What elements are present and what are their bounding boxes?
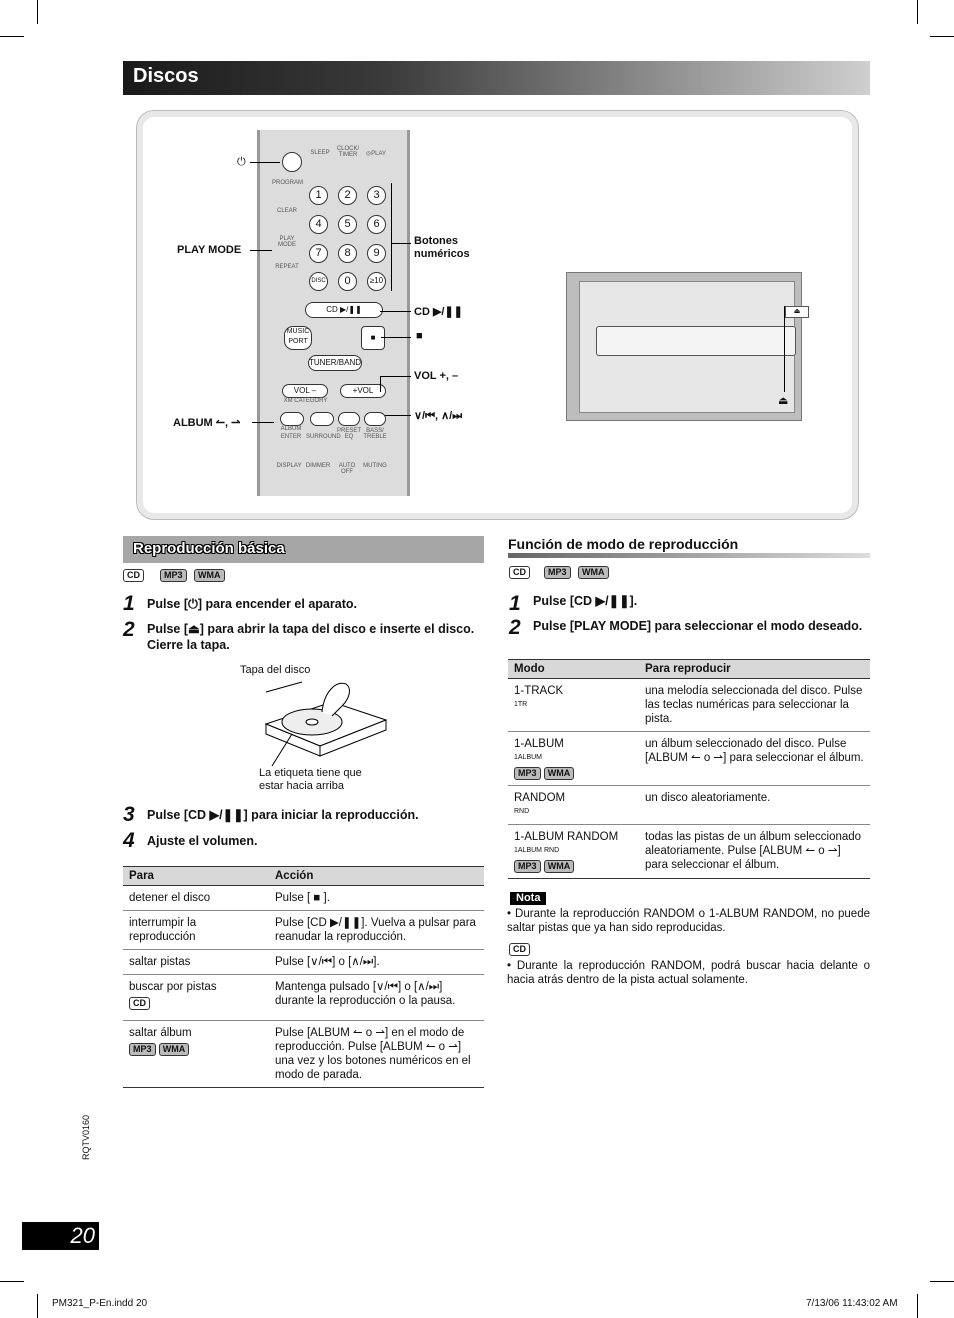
cell-para: saltar álbum: [129, 1027, 192, 1039]
remote-muting-label: MUTING: [363, 463, 387, 469]
table-row: [123, 1021, 484, 1088]
label-vol: VOL +, –: [414, 370, 459, 382]
remote-stop-button: ■: [361, 326, 385, 350]
unit-panel: [579, 281, 801, 413]
tag-mp3: MP3: [514, 860, 541, 873]
display-indicator: 1ALBUM: [514, 754, 543, 761]
digit-button: 5: [338, 215, 357, 234]
mode-heading-bar: [508, 536, 870, 560]
cell-accion: Pulse [∨/⏮] o [∧/⏭].: [269, 950, 484, 975]
leader-line: [250, 162, 280, 163]
remote-album-right: [310, 412, 334, 426]
tray-label: Tapa del disco: [240, 664, 311, 676]
table-row: [508, 786, 870, 825]
table-row: [508, 825, 870, 879]
remote-enter-label: ENTER: [280, 434, 302, 440]
heading-underline: [508, 553, 870, 558]
crop-mark: [37, 1294, 38, 1318]
eject-button: ⏏: [785, 306, 809, 318]
mode-name: 1-ALBUM RANDOM: [514, 831, 619, 843]
remote-autooff-label: AUTO OFF: [338, 463, 356, 475]
display-indicator: 1TR: [514, 701, 528, 708]
page-number: 20: [22, 1222, 99, 1250]
tag-wma: WMA: [544, 767, 575, 780]
label-note-2: estar hacia arriba: [259, 780, 344, 792]
leader-line: [381, 337, 411, 338]
digit-button: 8: [338, 244, 357, 263]
power-button: [282, 152, 302, 172]
remote-program-label: PROGRAM: [272, 180, 304, 186]
tag-mp3: MP3: [544, 566, 571, 579]
tag-wma: WMA: [159, 1043, 190, 1056]
step-text: Pulse [CD ▶/❚❚].: [533, 594, 638, 608]
digit-button: 3: [367, 186, 386, 205]
remote-bass-label: BASS/ TREBLE: [363, 428, 387, 440]
crop-mark: [917, 1294, 918, 1318]
remote-skip-back: [338, 412, 360, 426]
step-number: 2: [123, 618, 135, 641]
tag-mp3: MP3: [160, 569, 187, 582]
digit-button: 4: [309, 215, 328, 234]
nota-badge: Nota: [510, 892, 546, 905]
remote-vol-minus: VOL –: [282, 384, 328, 398]
label-numericos: numéricos: [414, 248, 470, 260]
table-header-row: [123, 867, 484, 886]
step-text: Ajuste el volumen.: [147, 834, 258, 848]
digit-button: 7: [309, 244, 328, 263]
tag-mp3: MP3: [514, 767, 541, 780]
cell-accion: Pulse [ ■ ].: [269, 886, 484, 911]
page-title-bar: [123, 61, 870, 95]
leader-line: [380, 376, 381, 392]
page-title: Discos: [133, 65, 199, 87]
remote-album-label: ALBUM: [280, 426, 302, 432]
mode-name: 1-TRACK: [514, 685, 564, 697]
mode-table: [508, 659, 870, 879]
step-number: 1: [509, 592, 521, 615]
tag-cd: CD: [509, 566, 530, 579]
remote-dimmer-label: DIMMER: [305, 463, 331, 469]
digit-button: ≥10: [367, 272, 386, 291]
table-row: [123, 886, 484, 911]
leader-line: [250, 250, 272, 251]
table-row: [123, 975, 484, 1021]
remote-playmode-label: PLAY MODE: [278, 236, 296, 248]
tag-cd: CD: [129, 997, 150, 1010]
crop-mark: [0, 1281, 24, 1282]
mode-desc: un disco aleatoriamente.: [639, 786, 870, 825]
leader-line: [252, 422, 274, 423]
mode-name: RANDOM: [514, 792, 566, 804]
display-indicator: 1ALBUM RND: [514, 847, 560, 854]
digit-button: 6: [367, 215, 386, 234]
table-header-row: [508, 660, 870, 679]
power-icon: ⏻: [237, 156, 246, 168]
remote-clock-label: CLOCK/ TIMER: [336, 146, 360, 158]
crop-mark: [930, 1281, 954, 1282]
disc-button: DISC: [309, 272, 328, 291]
digit-button: 1: [309, 186, 328, 205]
col-modo: Modo: [508, 660, 639, 679]
col-accion: Acción: [269, 867, 484, 886]
tag-cd: CD: [123, 569, 144, 582]
label-note-1: La etiqueta tiene que: [259, 767, 362, 779]
table-row: [508, 679, 870, 732]
remote-preset-label: PRESET EQ: [336, 428, 361, 440]
display-indicator: RND: [514, 808, 530, 815]
step-number: 3: [123, 803, 135, 826]
footer-left: PM321_P-En.indd 20: [52, 1298, 148, 1309]
remote-skip-forward: [364, 412, 386, 426]
remote-sleep-label: SLEEP: [310, 150, 330, 156]
cell-accion: Mantenga pulsado [∨/⏮] o [∧/⏭] durante la reproducción o la pausa.: [269, 975, 484, 1021]
col-para-reproducir: Para reproducir: [639, 660, 870, 679]
mode-desc: todas las pistas de un álbum seleccionado aleatoriamente. Pulse [ALBUM ↼ o ⇀] para seleccionar el álbum.: [639, 825, 870, 879]
disc-insert-illustration: [262, 672, 390, 770]
remote-music-port: MUSIC PORT: [284, 326, 312, 350]
footer-right: 7/13/06 11:43:02 AM: [806, 1298, 898, 1309]
digit-button: 9: [367, 244, 386, 263]
crop-mark: [917, 0, 918, 24]
step-number: 1: [123, 592, 135, 615]
actions-table: [123, 866, 484, 1088]
step-text: Pulse [⏏] para abrir la tapa del disco e inserte el disco. Cierre la tapa.: [147, 622, 475, 652]
tag-wma: WMA: [544, 860, 575, 873]
eject-icon: ⏏: [778, 395, 789, 407]
digit-button: 2: [338, 186, 357, 205]
bracket-line: [391, 183, 392, 291]
basic-heading: Reproducción básica: [133, 540, 285, 557]
doc-code: RQTV0160: [81, 1114, 91, 1160]
tag-mp3: MP3: [129, 1043, 156, 1056]
cell-accion: Pulse [CD ▶/❚❚]. Vuelva a pulsar para reanudar la reproducción.: [269, 911, 484, 950]
label-play-mode: PLAY MODE: [177, 244, 242, 256]
table-row: [123, 911, 484, 950]
label-album: ALBUM ↼, ⇀: [173, 417, 241, 429]
cell-para: saltar pistas: [123, 950, 269, 975]
crop-mark: [930, 36, 954, 37]
step-text: Pulse [PLAY MODE] para seleccionar el modo deseado.: [533, 619, 863, 633]
cell-para: detener el disco: [123, 886, 269, 911]
mode-desc: una melodía seleccionada del disco. Pulse las teclas numéricas para seleccionar la pista.: [639, 679, 870, 732]
nota-text-1: • Durante la reproducción RANDOM o 1-ALBUM RANDOM, no puede saltar pistas que ya han sido reproducidas.: [507, 908, 870, 934]
step-text: Pulse [CD ▶/❚❚] para iniciar la reproducción.: [147, 808, 419, 822]
leader-line: [380, 376, 411, 377]
label-cd-play: CD ▶/❚❚: [414, 306, 463, 318]
disc-slot: [596, 326, 796, 356]
col-para: Para: [123, 867, 269, 886]
stop-icon: ■: [416, 330, 423, 342]
remote-cd-button: CD ▶/❚❚: [305, 302, 383, 318]
main-unit-front: [566, 272, 802, 421]
table-row: [123, 950, 484, 975]
tag-wma: WMA: [194, 569, 225, 582]
leader-line: [380, 311, 411, 312]
remote-play-label: ◎PLAY: [365, 151, 387, 157]
remote-repeat-label: REPEAT: [275, 264, 299, 270]
basic-heading-bar: [123, 536, 484, 563]
remote-tuner-button: TUNER/BAND: [308, 355, 362, 371]
cell-para: interrumpir la reproducción: [123, 911, 269, 950]
mode-name: 1-ALBUM: [514, 738, 564, 750]
cell-accion: Pulse [ALBUM ↼ o ⇀] en el modo de reproducción. Pulse [ALBUM ↼ o ⇀] una vez y los botones numéricos en el modo de parada.: [269, 1021, 484, 1088]
remote-xm-label: XM CATEGORY: [283, 398, 328, 404]
remote-surround-label: SURROUND: [306, 434, 341, 440]
remote-display-label: DISPLAY: [276, 463, 302, 469]
mode-heading: Función de modo de reproducción: [508, 536, 739, 552]
label-skip: ∨/⏮, ∧/⏭: [414, 410, 463, 422]
step-text: Pulse [⏻] para encender el aparato.: [147, 597, 357, 611]
remote-album-left: [280, 412, 304, 426]
table-row: [508, 732, 870, 786]
label-botones: Botones: [414, 235, 458, 247]
mode-desc: un álbum seleccionado del disco. Pulse [ALBUM ↼ o ⇀] para seleccionar el álbum.: [639, 732, 870, 786]
cell-para: buscar por pistas: [129, 981, 217, 993]
remote-vol-plus: +VOL: [340, 384, 386, 398]
digit-button: 0: [338, 272, 357, 291]
leader-line: [391, 243, 411, 244]
remote-control: [257, 130, 410, 496]
tag-wma: WMA: [578, 566, 609, 579]
step-number: 2: [509, 616, 521, 639]
leader-line: [385, 415, 411, 416]
remote-clear-label: CLEAR: [276, 208, 297, 214]
nota-text-2: • Durante la reproducción RANDOM, podrá buscar hacia delante o hacia atrás dentro de la pista actual solamente.: [507, 960, 870, 986]
tag-cd: CD: [509, 943, 530, 956]
leader-line: [784, 306, 785, 392]
step-number: 4: [123, 829, 135, 852]
crop-mark: [37, 0, 38, 24]
crop-mark: [0, 36, 24, 37]
